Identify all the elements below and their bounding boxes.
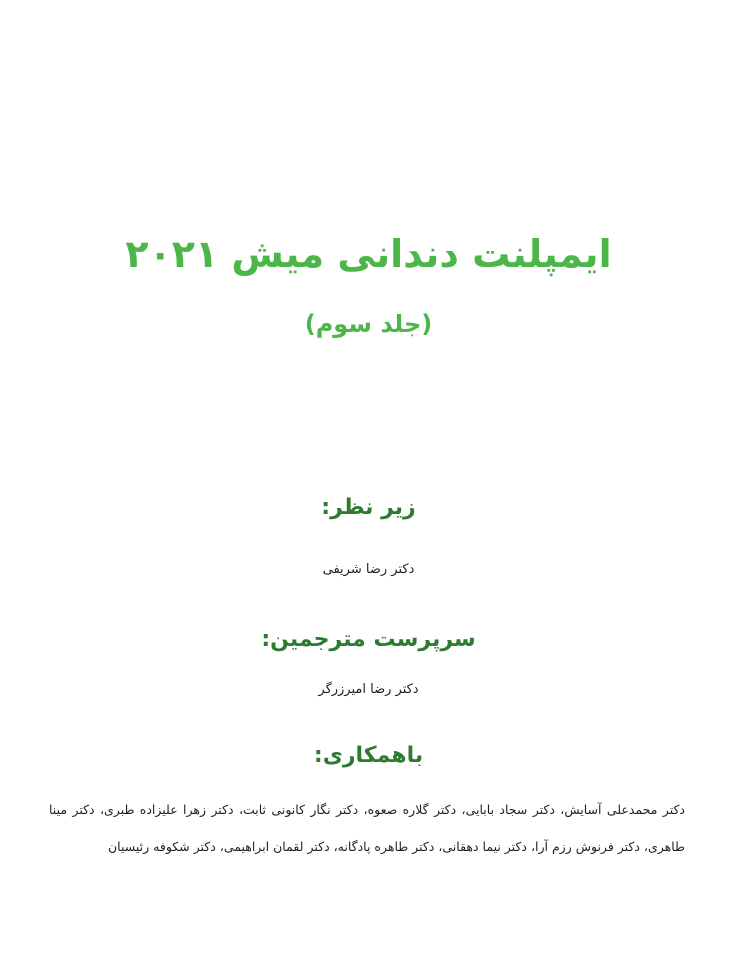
chief-translator-name: دکتر رضا امیرزرگر — [318, 682, 419, 697]
volume-label: (جلد سوم) — [304, 310, 433, 338]
book-title: ایمپلنت دندانی میش ۲۰۲۱ — [125, 232, 612, 276]
collaborators-list: دکتر محمدعلی آسایش، دکتر سجاد بابایی، دکتر گلاره صعوه، دکتر نگار کانونی ثابت، دکتر زهرا علیزاده طبری، دکتر مینا طاهری، دکتر فرنوش رزم آرا، دکتر نیما دهقانی، دکتر طاهره پادگانه، دکتر لقمان ابراهیمی، دکتر شکوفه رئیسیان — [49, 802, 685, 854]
supervisor-name: دکتر رضا شریفی — [322, 562, 415, 577]
supervision-heading: زیر نظر: — [321, 495, 416, 520]
translators-heading: سرپرست مترجمین: — [261, 627, 476, 652]
collaboration-heading: باهمکاری: — [313, 743, 424, 768]
